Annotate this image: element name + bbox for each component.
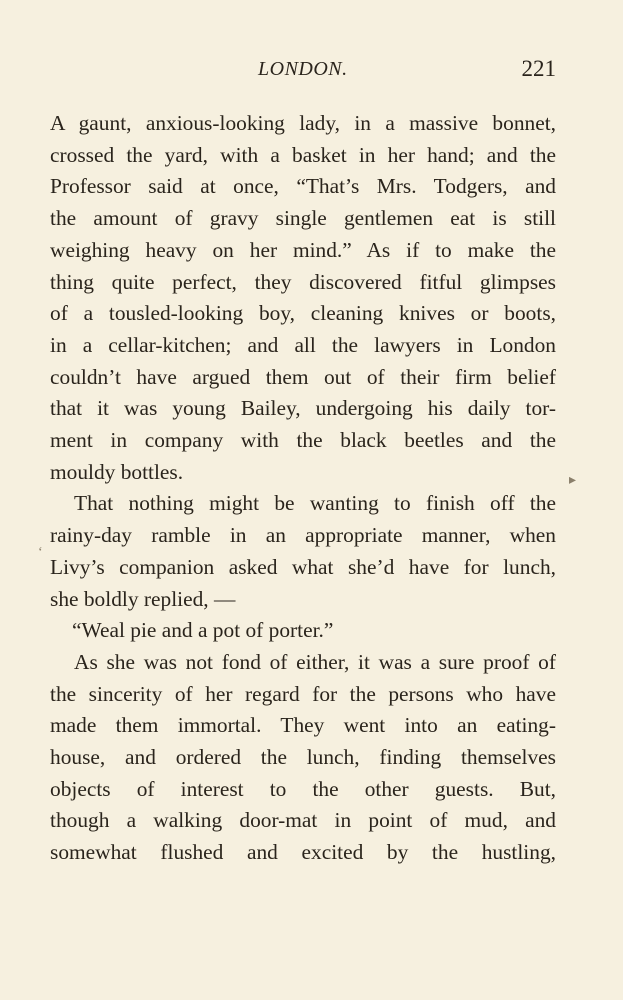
text-line: couldn’t have argued them out of their firm belief xyxy=(50,364,556,389)
text-line: made them immortal. They went into an eating- xyxy=(50,713,556,738)
text-line: of a tousled-looking boy, cleaning knives or boots, xyxy=(50,301,556,326)
text-line: That nothing might be wanting to finish off the xyxy=(74,491,556,516)
text-line: weighing heavy on her mind.” As if to make the xyxy=(50,237,556,262)
text-line: ment in company with the black beetles and the xyxy=(50,428,556,453)
page-number: 221 xyxy=(521,56,556,81)
text-line: A gaunt, anxious-looking lady, in a massive bonnet, xyxy=(50,111,556,135)
page-header xyxy=(0,56,623,86)
text-line: rainy-day ramble in an appropriate manner, when xyxy=(50,523,556,548)
text-line: “Weal pie and a pot of porter.” xyxy=(72,618,334,643)
text-line: crossed the yard, with a basket in her hand; and the xyxy=(50,142,556,167)
text-line: house, and ordered the lunch, finding themselves xyxy=(50,745,556,770)
text-line: somewhat flushed and excited by the hustling, xyxy=(50,840,556,865)
text-line: mouldy bottles. xyxy=(50,459,184,484)
running-head: LONDON. xyxy=(258,58,348,80)
text-line: the sincerity of her regard for the persons who have xyxy=(50,681,556,706)
text-line: that it was young Bailey, undergoing his daily tor- xyxy=(50,396,556,421)
text-line: As she was not fond of either, it was a sure proof of xyxy=(74,649,556,674)
margin-mark-icon: ʻ xyxy=(38,545,43,560)
text-line: Professor said at once, “That’s Mrs. Todgers, and xyxy=(50,174,556,199)
text-line: objects of interest to the other guests. But, xyxy=(50,776,556,801)
text-line: thing quite perfect, they discovered fitful glimpses xyxy=(50,269,556,294)
text-line: in a cellar-kitchen; and all the lawyers in London xyxy=(50,332,556,357)
body-text xyxy=(50,108,556,869)
text-line: she boldly replied, — xyxy=(50,586,236,611)
margin-mark-icon: ▸ xyxy=(569,473,577,488)
text-line: though a walking door-mat in point of mud, and xyxy=(50,808,556,833)
text-line: Livy’s companion asked what she’d have for lunch, xyxy=(50,554,556,579)
text-line: the amount of gravy single gentlemen eat is still xyxy=(50,206,556,231)
